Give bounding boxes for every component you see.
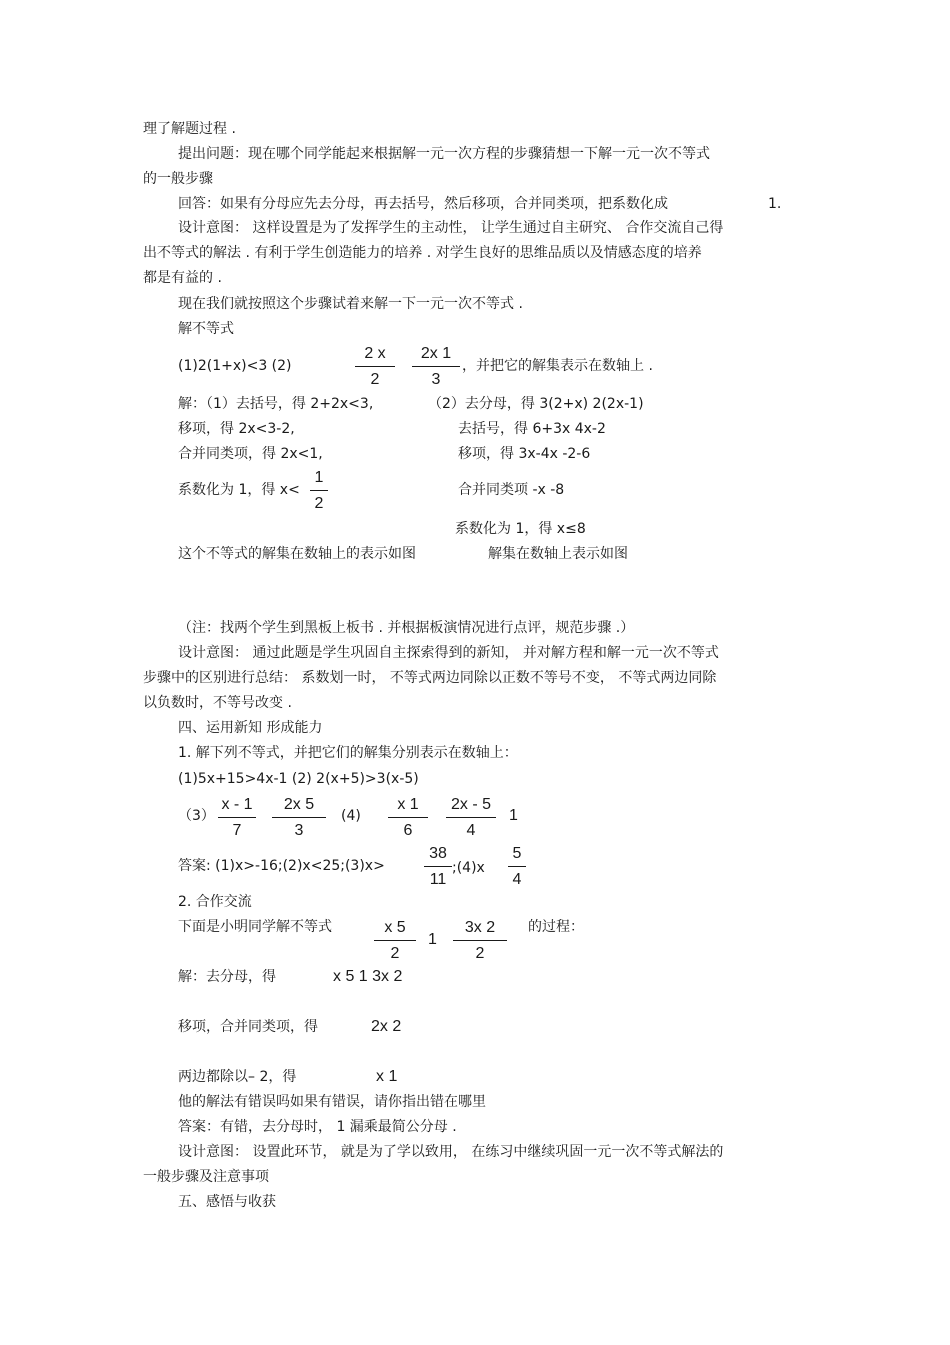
numerator: 2 x — [364, 345, 386, 362]
text-line: 解不等式 — [178, 321, 234, 337]
answer-line: 答案：有错，去分母时， 1 漏乘最简公分母 . — [178, 1119, 457, 1135]
numerator: x 5 — [384, 919, 406, 936]
numerator: 2x 5 — [283, 796, 315, 813]
numerator: 2x - 5 — [450, 796, 491, 813]
fraction — [508, 843, 526, 891]
numerator: 5 — [512, 845, 522, 862]
math-text: 2x 2 — [371, 1018, 402, 1035]
text-line: 理了解题过程 . — [143, 121, 236, 137]
fraction-bar — [388, 817, 428, 818]
denominator: 2 — [390, 945, 400, 962]
answer-line: ;(4)x — [452, 860, 485, 876]
text-line: 移项，得 3x-4x -2-6 — [458, 446, 591, 462]
numerator: x 1 — [397, 796, 419, 813]
fraction-bar — [355, 366, 395, 367]
numerator: 38 — [429, 845, 447, 862]
numerator: x - 1 — [221, 796, 253, 813]
text-line: 解：（1）去括号，得 2+2x<3, — [178, 396, 374, 412]
fraction — [355, 343, 395, 391]
fraction — [272, 794, 326, 842]
text-line: 设计意图： 这样设置是为了发挥学生的主动性， 让学生通过自主研究、 合作交流自己得 — [178, 220, 724, 236]
text-line: 回答：如果有分母应先去分母，再去括号，然后移项，合并同类项，把系数化成 — [178, 196, 668, 212]
fraction — [412, 343, 460, 391]
section-heading: 四、运用新知 形成能力 — [178, 720, 323, 736]
numerator: 2x 1 — [420, 345, 452, 362]
fraction — [310, 467, 328, 515]
text-line: 1. — [768, 196, 782, 212]
text-line: 出不等式的解法 . 有利于学生创造能力的培养 . 对学生良好的思维品质以及情感态度的培养 — [143, 245, 702, 261]
denominator: 7 — [232, 822, 242, 839]
fraction — [453, 917, 507, 965]
text-line: （2）去分母，得 3(2+x) 2(2x-1) — [428, 396, 644, 412]
answer-line: 答案: (1)x>-16;(2)x<25;(3)x> — [178, 858, 385, 874]
math-text: 1 — [428, 931, 437, 948]
fraction-bar — [218, 817, 256, 818]
numerator: 1 — [314, 469, 324, 486]
text-line: 以负数时，不等号改变 . — [143, 695, 292, 711]
denominator: 6 — [403, 822, 413, 839]
text-line: 的过程： — [528, 919, 584, 935]
denominator: 3 — [431, 371, 441, 388]
fraction — [446, 794, 496, 842]
text-line: （3） — [178, 808, 215, 824]
text-line: 移项，得 2x<3-2, — [178, 421, 295, 437]
denominator: 4 — [512, 871, 522, 888]
text-line: 合并同类项，得 2x<1, — [178, 446, 323, 462]
denominator: 2 — [475, 945, 485, 962]
fraction-bar — [310, 490, 328, 491]
text-line: （注：找两个学生到黑板上板书 . 并根据板演情况进行点评，规范步骤 .） — [178, 620, 635, 636]
text-line: 移项，合并同类项，得 — [178, 1019, 318, 1035]
denominator: 2 — [314, 495, 324, 512]
denominator: 11 — [429, 871, 447, 888]
fraction-bar — [508, 866, 526, 867]
denominator: 3 — [294, 822, 304, 839]
text-line: 去括号，得 6+3x 4x-2 — [458, 421, 606, 437]
math-text: x 5 1 3x 2 — [333, 968, 403, 985]
fraction-bar — [424, 866, 452, 867]
denominator: 4 — [466, 822, 476, 839]
section-heading: 五、感悟与收获 — [178, 1194, 276, 1210]
fraction-bar — [374, 940, 416, 941]
text-line: 都是有益的 . — [143, 270, 222, 286]
text-line: 设计意图： 设置此环节， 就是为了学以致用， 在练习中继续巩固一元一次不等式解法的 — [178, 1144, 724, 1160]
text-line: 合并同类项 -x -8 — [458, 482, 565, 498]
text-line: 一般步骤及注意事项 — [143, 1169, 269, 1185]
fraction — [218, 794, 256, 842]
text-line: 解：去分母，得 — [178, 969, 276, 985]
text-line: 提出问题：现在哪个同学能起来根据解一元一次方程的步骤猜想一下解一元一次不等式 — [178, 146, 710, 162]
text-line: 2. 合作交流 — [178, 894, 252, 910]
text-line: 他的解法有错误吗如果有错误，请你指出错在哪里 — [178, 1094, 486, 1110]
fraction-bar — [412, 366, 460, 367]
text-line: 两边都除以– 2，得 — [178, 1069, 297, 1085]
text-line: 系数化为 1，得 x< — [178, 482, 300, 498]
text-line: 1. 解下列不等式，并把它们的解集分别表示在数轴上： — [178, 745, 518, 761]
text-line: 系数化为 1，得 x≤8 — [455, 521, 586, 537]
numerator: 3x 2 — [464, 919, 496, 936]
text-line: 解集在数轴上表示如图 — [488, 546, 628, 562]
fraction — [424, 843, 452, 891]
fraction — [388, 794, 428, 842]
text-line: 设计意图： 通过此题是学生巩固自主探索得到的新知， 并对解方程和解一元一次不等式 — [178, 645, 719, 661]
text-line: ，并把它的解集表示在数轴上 . — [462, 358, 653, 374]
text-line: 的一般步骤 — [143, 171, 213, 187]
text-line: (4) — [341, 808, 361, 824]
fraction-bar — [446, 817, 496, 818]
text-line: 这个不等式的解集在数轴上的表示如图 — [178, 546, 416, 562]
fraction-bar — [453, 940, 507, 941]
text-line: 现在我们就按照这个步骤试着来解一下一元一次不等式 . — [178, 296, 523, 312]
fraction — [374, 917, 416, 965]
denominator: 2 — [370, 371, 380, 388]
math-text: 1 — [509, 807, 518, 824]
math-text: x 1 — [376, 1068, 398, 1085]
text-line: (1)2(1+x)<3 (2) — [178, 358, 292, 374]
fraction-bar — [272, 817, 326, 818]
text-line: 步骤中的区别进行总结： 系数划一时， 不等式两边同除以正数不等号不变， 不等式两边同除 — [143, 670, 717, 686]
text-line: 下面是小明同学解不等式 — [178, 919, 332, 935]
text-line: (1)5x+15>4x-1 (2) 2(x+5)>3(x-5) — [178, 771, 419, 787]
